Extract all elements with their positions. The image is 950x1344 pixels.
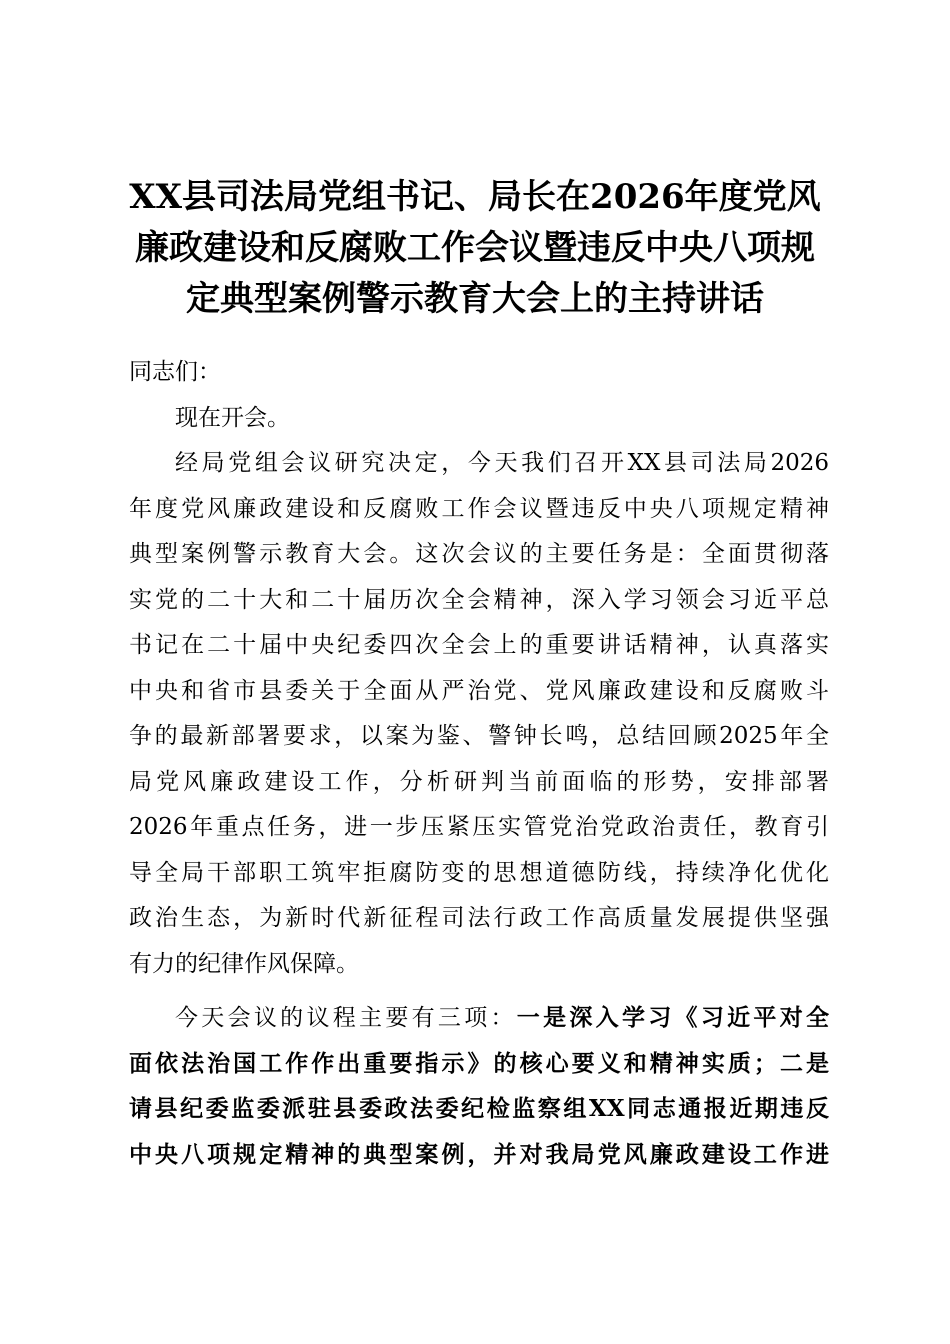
agenda-lead: 今天会议的议程主要有三项：: [175, 1005, 517, 1031]
paragraph-line: 年度党风廉政建设和反腐败工作会议暨违反中央八项规定精神: [129, 495, 829, 522]
paragraph-line: 有力的纪律作风保障。: [129, 950, 359, 977]
paragraph-line: 实党的二十大和二十届历次全会精神，深入学习领会习近平总: [129, 586, 829, 613]
paragraph-agenda-items: [129, 995, 829, 1177]
paragraph-line: 局党风廉政建设工作，分析研判当前面临的形势，安排部署: [129, 768, 829, 795]
paragraph-line: 政治生态，为新时代新征程司法行政工作高质量发展提供坚强: [129, 905, 829, 931]
paragraph-line: 中央和省市县委关于全面从严治党、党风廉政建设和反腐败斗: [129, 677, 829, 704]
title-line: XX县司法局党组书记、局长在2026年度党风: [129, 177, 821, 217]
paragraph-line: 2026年重点任务，进一步压紧压实管党治党政治责任，教育引: [129, 814, 829, 840]
paragraph-spacer: [129, 987, 829, 995]
paragraph-agenda-intro: [129, 441, 829, 987]
paragraph-line: 中央八项规定精神的典型案例，并对我局党风廉政建设工作进: [129, 1140, 829, 1168]
agenda-item-one-start: 一是深入学习《习近平对全: [516, 1004, 830, 1031]
document-title: [110, 172, 840, 325]
opening-line: 现在开会。: [175, 404, 290, 431]
salutation: 同志们：: [129, 359, 221, 385]
document-body: [129, 350, 829, 1177]
paragraph-line: 典型案例警示教育大会。这次会议的主要任务是：全面贯彻落: [129, 541, 829, 567]
title-line: 定典型案例警示教育大会上的主持讲话: [186, 279, 764, 319]
title-line: 廉政建设和反腐败工作会议暨违反中央八项规: [135, 228, 815, 268]
paragraph-line: 争的最新部署要求，以案为鉴、警钟长鸣，总结回顾2025年全: [129, 723, 829, 749]
paragraph-line: [129, 995, 829, 1041]
paragraph-line: 请县纪委监委派驻县委政法委纪检监察组XX同志通报近期违反: [129, 1095, 829, 1122]
paragraph-line: 导全局干部职工筑牢拒腐防变的思想道德防线，持续净化优化: [129, 859, 829, 886]
paragraph-line: 经局党组会议研究决定，今天我们召开XX县司法局2026: [175, 450, 829, 476]
paragraph-line: 面依法治国工作作出重要指示》的核心要义和精神实质；二是: [129, 1049, 829, 1077]
paragraph-line: 书记在二十届中央纪委四次全会上的重要讲话精神，认真落实: [129, 632, 829, 658]
